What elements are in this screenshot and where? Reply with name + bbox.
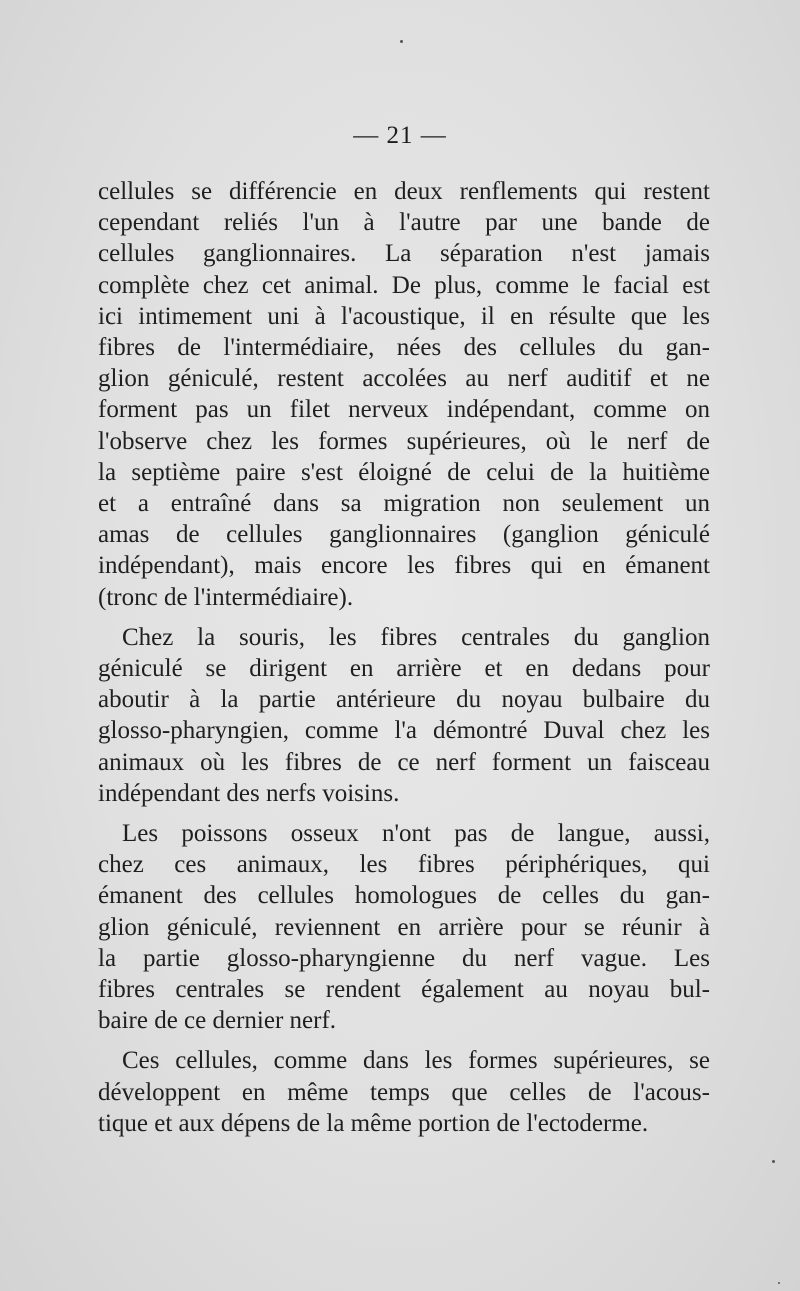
text-line: Ces cellules, comme dans les formes supérieures, se bbox=[122, 1047, 710, 1075]
text-line: cependant reliés l'un à l'autre par une bande de bbox=[98, 209, 710, 237]
text-line: amas de cellules ganglionnaires (ganglion géniculé bbox=[98, 521, 710, 549]
text-line: fibres centrales se rendent également au noyau bul- bbox=[98, 976, 710, 1004]
text-line: géniculé se dirigent en arrière et en dedans pour bbox=[98, 655, 710, 683]
text-line: aboutir à la partie antérieure du noyau bulbaire du bbox=[98, 686, 710, 714]
text-line: et a entraîné dans sa migration non seulement un bbox=[98, 490, 710, 518]
text-line: indépendant des nerfs voisins. bbox=[98, 779, 400, 807]
text-line: indépendant), mais encore les fibres qui en émanent bbox=[98, 552, 710, 580]
text-line: développent en même temps que celles de l'acous- bbox=[98, 1078, 710, 1106]
paper-speck bbox=[778, 1282, 780, 1284]
text-line: tique et aux dépens de la même portion de l'ectoderme. bbox=[98, 1109, 649, 1137]
paper-speck bbox=[772, 1160, 775, 1163]
text-line: la partie glosso-pharyngienne du nerf vague. Les bbox=[98, 944, 710, 972]
page-number: — 21 — bbox=[353, 122, 447, 149]
text-line: cellules ganglionnaires. La séparation n'est jamais bbox=[98, 240, 710, 268]
paragraph-1 bbox=[98, 176, 710, 613]
body-text bbox=[98, 176, 710, 1139]
paragraph-4 bbox=[98, 1045, 710, 1139]
text-line: chez ces animaux, les fibres périphériques, qui bbox=[98, 851, 710, 879]
text-line: fibres de l'intermédiaire, nées des cellules du gan- bbox=[98, 334, 710, 362]
paragraph-2 bbox=[98, 622, 710, 809]
paragraph-3 bbox=[98, 818, 710, 1036]
text-line: Les poissons osseux n'ont pas de langue, aussi, bbox=[122, 820, 710, 848]
text-line: l'observe chez les formes supérieures, où le nerf de bbox=[98, 427, 710, 455]
text-line: animaux où les fibres de ce nerf forment un faisceau bbox=[98, 748, 710, 776]
text-line: cellules se différencie en deux renflements qui restent bbox=[98, 178, 710, 205]
text-line: (tronc de l'intermédiaire). bbox=[98, 583, 354, 611]
text-line: baire de ce dernier nerf. bbox=[98, 1007, 337, 1035]
text-line: ici intimement uni à l'acoustique, il en résulte que les bbox=[98, 302, 710, 330]
text-line: la septième paire s'est éloigné de celui de la huitième bbox=[98, 458, 710, 486]
text-line: forment pas un filet nerveux indépendant, comme on bbox=[98, 396, 710, 424]
paper-speck bbox=[400, 40, 403, 43]
text-line: complète chez cet animal. De plus, comme le facial est bbox=[98, 271, 710, 299]
text-line: glosso-pharyngien, comme l'a démontré Duval chez les bbox=[98, 717, 710, 745]
text-line: glion géniculé, reviennent en arrière pour se réunir à bbox=[98, 913, 710, 941]
text-line: émanent des cellules homologues de celles du gan- bbox=[98, 882, 710, 910]
text-line: glion géniculé, restent accolées au nerf auditif et ne bbox=[98, 365, 710, 393]
text-line: Chez la souris, les fibres centrales du ganglion bbox=[122, 623, 710, 651]
